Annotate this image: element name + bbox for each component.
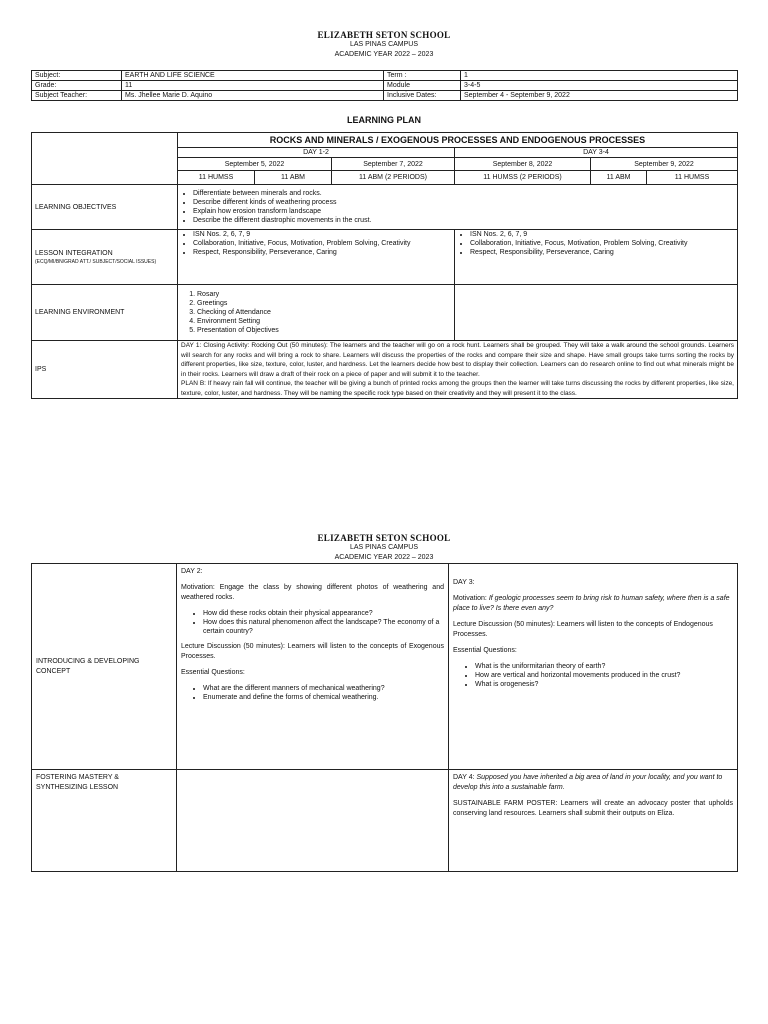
day-3-motivation: If geologic processes seem to bring risk to human safety, where then is a safe place to live? Is there even any?: [453, 595, 730, 612]
day-3-essential-label: Essential Questions:: [453, 647, 517, 654]
page-1-header: [0, 30, 768, 60]
day-4-title: DAY 4:: [453, 774, 475, 781]
page-2: [0, 533, 768, 817]
info-table: [31, 70, 738, 101]
page-2-table: [31, 563, 738, 872]
learning-plan-table: [31, 132, 738, 399]
environment-list: [181, 290, 451, 335]
integration-label: LESSON INTEGRATION: [35, 249, 113, 257]
environment-label: LEARNING ENVIRONMENT: [32, 285, 178, 341]
environment-cell: [178, 285, 455, 341]
day-4-cell: [449, 770, 738, 872]
section-cell: 11 HUMSS (2 PERIODS): [455, 171, 591, 185]
integration-item: • ISN Nos. 2, 6, 7, 9: [193, 230, 451, 239]
day-2-title: DAY 2:: [181, 568, 203, 575]
environment-item: 3. Checking of Attendance: [197, 308, 451, 317]
intro-row: [32, 564, 738, 770]
objectives-label: LEARNING OBJECTIVES: [32, 185, 178, 230]
integration-day-1-2: [178, 230, 455, 285]
day-3-essential-question: • What is orogenesis?: [475, 680, 733, 689]
campus-name: LAS PINAS CAMPUS: [349, 41, 419, 48]
objectives-cell: [178, 185, 738, 230]
topic-row: [32, 133, 738, 148]
campus-name: LAS PINAS CAMPUS: [349, 544, 419, 551]
integration-row: [32, 230, 738, 285]
intro-label: INTRODUCING & DEVELOPING CONCEPT: [32, 564, 177, 770]
day-3-lecture: Lecture Discussion (50 minutes): Learners will listen to the concepts of Endogenous Processes.: [453, 621, 713, 638]
teacher-label: Subject Teacher:: [32, 91, 122, 101]
day-3-title: DAY 3:: [453, 579, 475, 586]
teacher-value: Ms. Jhellee Marie D. Aquino: [122, 91, 384, 101]
objective-item: • Explain how erosion transform landscape: [193, 207, 734, 216]
integration-sublabel: (ECQ/MI/BN/GRAD ATT./ SUBJECT/SOCIAL ISSUES): [35, 258, 157, 265]
dates-value: September 4 - September 9, 2022: [461, 91, 738, 101]
school-name: ELIZABETH SETON SCHOOL: [317, 30, 451, 40]
poster-label: SUSTAINABLE FARM POSTER:: [453, 800, 558, 807]
integration-day-3-4: [455, 230, 738, 285]
environment-item: 4. Environment Setting: [197, 317, 451, 326]
objective-item: • Describe different kinds of weathering process: [193, 198, 734, 207]
day-2-cell: [177, 564, 449, 770]
ips-cell: [178, 341, 738, 399]
topic-title: ROCKS AND MINERALS / EXOGENOUS PROCESSES AND ENDOGENOUS PROCESSES: [178, 133, 738, 148]
section-cell: 11 ABM: [255, 171, 332, 185]
date-cell: September 5, 2022: [178, 158, 332, 171]
info-row-teacher: [32, 91, 738, 101]
day-2-question: • How did these rocks obtain their physical appearance?: [203, 609, 444, 618]
subject-label: Subject:: [32, 71, 122, 81]
ips-day-1: DAY 1: Closing Activity: Rocking Out (50 minutes): The learners and the teacher will go on a rock hunt. Learners shall be grouped. They will take a walk around the school grounds. Learners will search for any rocks and will bring a rock to share. Learners will discuss the properties of the rocks and compare their size and shape. Have small groups take turns sorting the rocks by different properties, like size, texture, color, luster, and hardness. Let the learners decide how best to display their collection. Learners can do research online to find out what minerals might be in their rocks. Learners will draw a draft of their rock on a piece of paper and will submit it to the teacher.: [181, 342, 734, 378]
poster-text: Learners will create an advocacy poster that upholds conserving land resources. Learners shall submit their outputs on Eliza.: [453, 800, 734, 817]
day-3-motivation-block: [453, 594, 733, 614]
environment-item: 2. Greetings: [197, 299, 451, 308]
day-2-essential-label: Essential Questions:: [181, 669, 245, 676]
page-1: [0, 30, 768, 397]
info-row-grade: [32, 81, 738, 91]
day-3-4-header: DAY 3-4: [455, 148, 738, 158]
term-label: Term :: [384, 71, 461, 81]
integration-item: • Respect, Responsibility, Perseverance, Caring: [470, 248, 734, 257]
integration-item: • ISN Nos. 2, 6, 7, 9: [470, 230, 734, 239]
day-3-essential-list: [453, 662, 733, 689]
objectives-list: [181, 189, 734, 225]
day-2-essential-question: • What are the different manners of mechanical weathering?: [203, 684, 444, 693]
environment-item: 1. Rosary: [197, 290, 451, 299]
date-cell: September 9, 2022: [591, 158, 738, 171]
poster-block: [453, 799, 733, 819]
term-value: 1: [461, 71, 738, 81]
day-3-cell: [449, 564, 738, 770]
environment-empty-cell: [455, 285, 738, 341]
day-2-question-list: [181, 609, 444, 636]
objective-item: • Differentiate between minerals and rocks.: [193, 189, 734, 198]
day-1-2-header: DAY 1-2: [178, 148, 455, 158]
academic-year: ACADEMIC YEAR 2022 – 2023: [334, 51, 434, 58]
ips-label: IPS: [32, 341, 178, 399]
day-2-essential-question: • Enumerate and define the forms of chemical weathering.: [203, 693, 444, 702]
learning-plan-title: LEARNING PLAN: [347, 115, 421, 125]
date-cell: September 7, 2022: [332, 158, 455, 171]
day-2-essential-list: [181, 684, 444, 702]
section-cell: 11 HUMSS: [178, 171, 255, 185]
ips-plan-b: PLAN B: If heavy rain fall will continue, the teacher will be giving a bunch of printed rocks among the groups then the learner will take turns discussing the rocks by different properties, like size, texture, color, luster, and hardness. They will be naming the specific rock type based on their creativity and they will present it to the class.: [181, 380, 734, 397]
academic-year: ACADEMIC YEAR 2022 – 2023: [334, 554, 434, 561]
page-2-header: [0, 533, 768, 563]
integration-item: • Collaboration, Initiative, Focus, Motivation, Problem Solving, Creativity: [470, 239, 734, 248]
day-3-motivation-label: Motivation:: [453, 595, 487, 602]
day-2-motivation: Motivation: Engage the class by showing different photos of weathering and weathered rocks.: [181, 584, 444, 601]
section-cell: 11 ABM: [591, 171, 647, 185]
info-row-subject: [32, 71, 738, 81]
day-4-block: [453, 773, 733, 793]
integration-item: • Collaboration, Initiative, Focus, Motivation, Problem Solving, Creativity: [193, 239, 451, 248]
module-label: Module: [384, 81, 461, 91]
day-3-essential-question: • How are vertical and horizontal movements produced in the crust?: [475, 671, 733, 680]
module-value: 3-4-5: [461, 81, 738, 91]
date-cell: September 8, 2022: [455, 158, 591, 171]
grade-value: 11: [122, 81, 384, 91]
integration-list: [181, 230, 451, 257]
blank-corner-cell: [32, 133, 178, 185]
mastery-label: FOSTERING MASTERY & SYNTHESIZING LESSON: [32, 770, 177, 872]
integration-list: [458, 230, 734, 257]
section-cell: 11 ABM (2 PERIODS): [332, 171, 455, 185]
dates-label: Inclusive Dates:: [384, 91, 461, 101]
school-name: ELIZABETH SETON SCHOOL: [317, 533, 451, 543]
section-cell: 11 HUMSS: [647, 171, 738, 185]
integration-label-cell: [32, 230, 178, 285]
mastery-empty-cell: [177, 770, 449, 872]
mastery-row: [32, 770, 738, 872]
day-4-text: Supposed you have inherited a big area of land in your locality, and you want to develop this into a sustainable farm.: [453, 774, 723, 791]
grade-label: Grade:: [32, 81, 122, 91]
day-3-essential-question: • What is the uniformitarian theory of earth?: [475, 662, 733, 671]
environment-row: [32, 285, 738, 341]
ips-row: [32, 341, 738, 399]
objectives-row: [32, 185, 738, 230]
day-2-lecture: Lecture Discussion (50 minutes): Learners will listen to the concepts of Exogenous Processes.: [181, 643, 444, 660]
integration-item: • Respect, Responsibility, Perseverance, Caring: [193, 248, 451, 257]
environment-item: 5. Presentation of Objectives: [197, 326, 451, 335]
objective-item: • Describe the different diastrophic movements in the crust.: [193, 216, 734, 225]
day-2-question: • How does this natural phenomenon affect the landscape? The economy of a certain country?: [203, 618, 444, 636]
subject-value: EARTH AND LIFE SCIENCE: [122, 71, 384, 81]
